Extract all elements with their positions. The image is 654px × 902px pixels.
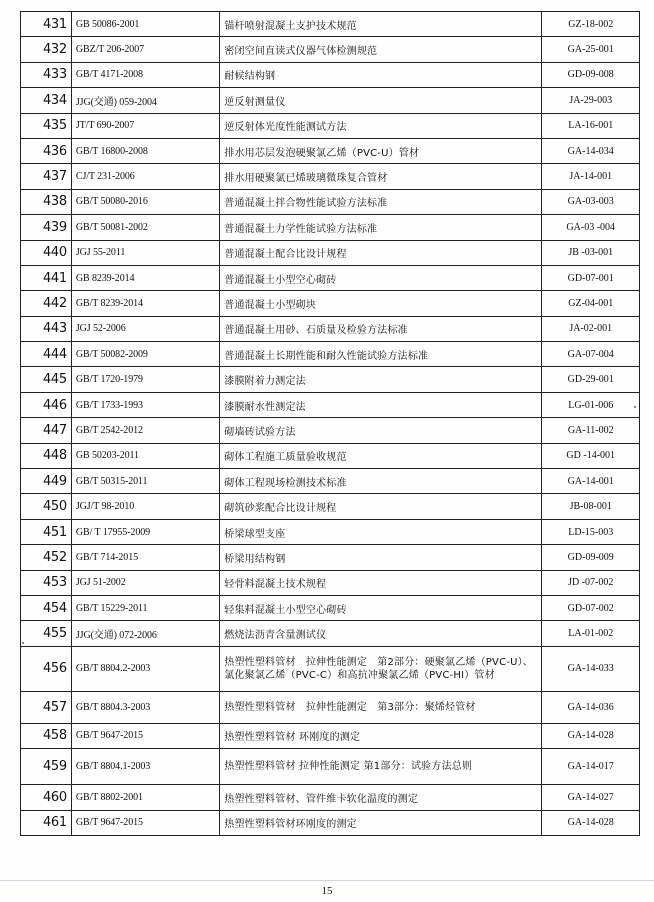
standard-name: 桥梁用结构钢 [220,545,542,570]
standard-name: 普通混凝土拌合物性能试验方法标准 [220,189,542,214]
item-id: GA-14-033 [542,646,640,691]
row-number: 449 [21,469,72,494]
row-number: 443 [21,316,72,341]
item-id: GA-14-001 [542,469,640,494]
table-row [21,12,640,37]
standard-code: JJG(交通) 059-2004 [71,88,219,113]
item-id: JA-29-003 [542,88,640,113]
standard-name: 普通混凝土力学性能试验方法标准 [220,215,542,240]
table-row [21,113,640,138]
table-row [21,621,640,646]
table-row [21,291,640,316]
standard-code: JGJ/T 98-2010 [71,494,219,519]
standard-name: 热塑性塑料管材环刚度的测定 [220,810,542,835]
standard-name: 漆膜耐水性测定法 [220,392,542,417]
standard-code: GB/T 8804.2-2003 [71,646,219,691]
table-row [21,265,640,290]
standard-name: 桥梁球型支座 [220,519,542,544]
item-id: GA-07-004 [542,342,640,367]
page-number: 15 [321,885,333,897]
table-row [21,240,640,265]
row-number: 456 [21,646,72,691]
row-number: 444 [21,342,72,367]
standard-name: 耐候结构钢 [220,62,542,87]
row-number: 441 [21,265,72,290]
standard-name: 砌墙砖试验方法 [220,418,542,443]
standard-code: GB/T 15229-2011 [71,595,219,620]
row-number: 460 [21,785,72,810]
row-number: 453 [21,570,72,595]
standard-name: 普通混凝土配合比设计规程 [220,240,542,265]
row-number: 436 [21,138,72,163]
item-id: LA-16-001 [542,113,640,138]
table-row [21,138,640,163]
table-row [21,469,640,494]
standard-name: 砌筑砂浆配合比设计规程 [220,494,542,519]
standard-code: GBZ/T 206-2007 [71,37,219,62]
item-id: LD-15-003 [542,519,640,544]
standard-code: GB/T 8802-2001 [71,785,219,810]
row-number: 455 [21,621,72,646]
item-id: GA-14-027 [542,785,640,810]
table-row [21,749,640,785]
row-number: 454 [21,595,72,620]
standard-code: GB/T 50080-2016 [71,189,219,214]
row-number: 435 [21,113,72,138]
item-id: GZ-18-002 [542,12,640,37]
item-id: GA-25-001 [542,37,640,62]
standard-code: GB/T 8804.1-2003 [71,749,219,785]
item-id: GA-14-036 [542,691,640,723]
standard-name: 普通混凝土小型砌块 [220,291,542,316]
page-divider [0,880,654,881]
standard-name: 砌体工程现场检测技术标准 [220,469,542,494]
item-id: GA-14-028 [542,723,640,748]
table-row [21,189,640,214]
row-number: 433 [21,62,72,87]
row-number: 434 [21,88,72,113]
table-row [21,545,640,570]
standard-name: 普通混凝土长期性能和耐久性能试验方法标准 [220,342,542,367]
item-id: LG-01-006 [542,392,640,417]
standards-table [20,11,640,836]
standard-code: GB/T 16800-2008 [71,138,219,163]
table-row [21,519,640,544]
item-id: JA-14-001 [542,164,640,189]
standard-code: GB/T 50315-2011 [71,469,219,494]
standard-name: 排水用芯层发泡硬聚氯乙烯（PVC-U）管材 [220,138,542,163]
item-id: GA-14-034 [542,138,640,163]
standard-name: 砌体工程施工质量验收规范 [220,443,542,468]
standard-name: 逆反射体光度性能测试方法 [220,113,542,138]
row-number: 439 [21,215,72,240]
standard-name: 排水用硬聚氯已烯玻璃微珠复合管材 [220,164,542,189]
table-row [21,418,640,443]
row-number: 461 [21,810,72,835]
item-id: LA-01-002 [542,621,640,646]
item-id: GD-07-001 [542,265,640,290]
table-row [21,570,640,595]
standard-name: 燃烧法沥青含量测试仪 [220,621,542,646]
row-number: 438 [21,189,72,214]
standard-name: 热塑性塑料管材 拉伸性能测定 第3部分：聚烯烃管材 [220,691,542,723]
item-id: GA-03 -004 [542,215,640,240]
standard-code: GB/T 50082-2009 [71,342,219,367]
row-number: 451 [21,519,72,544]
standard-code: GB/T 8239-2014 [71,291,219,316]
standard-code: JT/T 690-2007 [71,113,219,138]
row-number: 431 [21,12,72,37]
standard-code: GB/T 8804.3-2003 [71,691,219,723]
standard-name: 热塑性塑料管材、管件维卡软化温度的测定 [220,785,542,810]
scan-speck [22,642,24,644]
table-row [21,810,640,835]
item-id: GD-09-008 [542,62,640,87]
table-row [21,62,640,87]
table-row [21,443,640,468]
standard-name: 漆膜附着力测定法 [220,367,542,392]
row-number: 437 [21,164,72,189]
item-id: JD -07-002 [542,570,640,595]
row-number: 445 [21,367,72,392]
standard-code: CJ/T 231-2006 [71,164,219,189]
standard-name: 密闭空间直读式仪器气体检测规范 [220,37,542,62]
table-row [21,88,640,113]
table-row [21,367,640,392]
standard-name: 热塑性塑料管材 拉伸性能测定 第2部分：硬聚氯乙烯（PVC-U）、氯化聚氯乙烯（PVC-C）和高抗冲聚氯乙烯（PVC-HI）管材 [220,646,542,691]
item-id: GA-11-002 [542,418,640,443]
row-number: 448 [21,443,72,468]
item-id: GD -14-001 [542,443,640,468]
table-row [21,316,640,341]
standard-code: GB 50086-2001 [71,12,219,37]
standard-code: GB/T 714-2015 [71,545,219,570]
standard-code: GB/ T 17955-2009 [71,519,219,544]
row-number: 457 [21,691,72,723]
row-number: 446 [21,392,72,417]
standard-code: JJG(交通) 072-2006 [71,621,219,646]
standard-code: GB/T 4171-2008 [71,62,219,87]
standard-code: GB 8239-2014 [71,265,219,290]
row-number: 458 [21,723,72,748]
standard-code: JGJ 55-2011 [71,240,219,265]
table-row [21,723,640,748]
standard-name: 轻集料混凝土小型空心砌砖 [220,595,542,620]
item-id: JB-08-001 [542,494,640,519]
standard-name: 锚杆喷射混凝土支护技术规范 [220,12,542,37]
item-id: GZ-04-001 [542,291,640,316]
row-number: 442 [21,291,72,316]
standard-name: 普通混凝土用砂、石质量及检验方法标准 [220,316,542,341]
standard-code: GB/T 9647-2015 [71,723,219,748]
table-row [21,785,640,810]
standard-name: 热塑性塑料管材 环刚度的测定 [220,723,542,748]
table-row [21,37,640,62]
row-number: 452 [21,545,72,570]
standard-code: GB/T 1733-1993 [71,392,219,417]
item-id: GA-14-028 [542,810,640,835]
standard-code: GB/T 50081-2002 [71,215,219,240]
standard-code: JGJ 51-2002 [71,570,219,595]
scan-speck [634,406,636,408]
standard-name: 热塑性塑料管材 拉伸性能测定 第1部分：试验方法总则 [220,749,542,785]
table-row [21,342,640,367]
item-id: JB -03-001 [542,240,640,265]
table-row [21,392,640,417]
table-row [21,494,640,519]
row-number: 447 [21,418,72,443]
standard-code: GB 50203-2011 [71,443,219,468]
table-row [21,595,640,620]
standard-code: GB/T 1720-1979 [71,367,219,392]
row-number: 440 [21,240,72,265]
standard-code: JGJ 52-2006 [71,316,219,341]
standard-name: 普通混凝土小型空心砌砖 [220,265,542,290]
table-row [21,215,640,240]
standard-name: 逆反射测量仪 [220,88,542,113]
item-id: GD-09-009 [542,545,640,570]
row-number: 432 [21,37,72,62]
item-id: GD-07-002 [542,595,640,620]
table-row [21,691,640,723]
item-id: JA-02-001 [542,316,640,341]
row-number: 450 [21,494,72,519]
table-row [21,646,640,691]
item-id: GA-03-003 [542,189,640,214]
table-row [21,164,640,189]
standard-code: GB/T 2542-2012 [71,418,219,443]
standard-name: 轻骨料混凝土技术规程 [220,570,542,595]
item-id: GA-14-017 [542,749,640,785]
row-number: 459 [21,749,72,785]
item-id: GD-29-001 [542,367,640,392]
standard-code: GB/T 9647-2015 [71,810,219,835]
